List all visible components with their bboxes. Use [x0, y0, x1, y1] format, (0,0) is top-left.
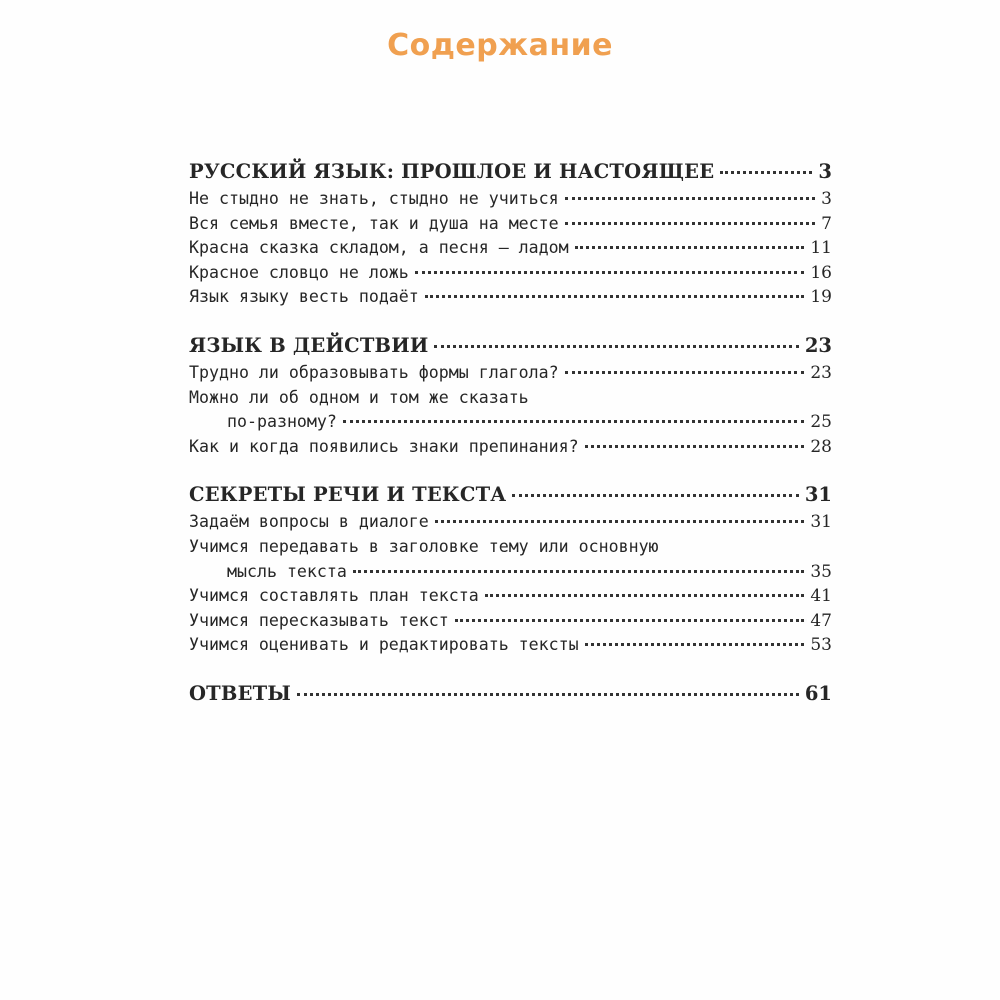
dot-leader [720, 171, 812, 174]
entry-page-number: 3 [821, 189, 832, 209]
section-page-number: 31 [804, 483, 832, 507]
entry-page-number: 47 [810, 610, 832, 631]
dot-leader [565, 371, 805, 374]
section-page-number: 3 [818, 160, 832, 183]
toc-section-2 [189, 334, 832, 461]
dot-leader [455, 619, 805, 622]
dot-leader [575, 246, 805, 249]
entry-text: Задаём вопросы в диалоге [189, 512, 429, 532]
toc-section-4 [189, 682, 832, 709]
toc-section-3 [189, 483, 832, 660]
toc-section-heading[interactable] [189, 483, 832, 510]
toc-entry-first-line[interactable] [189, 388, 832, 413]
entry-text: Учимся пересказывать текст [189, 610, 449, 630]
dot-leader [415, 271, 805, 274]
page-title: Содержание [387, 28, 613, 63]
table-of-contents [189, 160, 832, 731]
entry-text: Трудно ли образовывать формы глагола? [189, 362, 559, 382]
entry-page-number: 41 [810, 586, 832, 607]
toc-section-heading[interactable] [189, 160, 832, 187]
entry-text: Красна сказка складом, а песня – ладом [189, 238, 569, 258]
toc-entry-first-line[interactable] [189, 537, 832, 562]
entry-page-number: 31 [810, 512, 832, 533]
dot-leader [435, 520, 805, 523]
dot-leader [343, 420, 804, 423]
toc-entry[interactable] [189, 189, 832, 214]
entry-text: Красное словцо не ложь [189, 262, 409, 282]
entry-text-continued: мысль текста [227, 561, 347, 581]
toc-entry[interactable] [189, 263, 832, 288]
section-heading-text: СЕКРЕТЫ РЕЧИ И ТЕКСТА [189, 483, 507, 507]
toc-entry[interactable] [189, 437, 832, 462]
toc-entry[interactable] [189, 512, 832, 537]
entry-text: Можно ли об одном и том же сказать [189, 387, 529, 407]
entry-text: Учимся оценивать и редактировать тексты [189, 635, 579, 655]
entry-text: Вся семья вместе, так и душа на месте [189, 213, 559, 233]
dot-leader [434, 345, 798, 348]
entry-page-number: 28 [810, 436, 832, 457]
toc-entry[interactable] [189, 214, 832, 239]
entry-text: Учимся составлять план текста [189, 586, 479, 606]
dot-leader [565, 197, 816, 200]
dot-leader [512, 494, 798, 497]
entry-text: Не стыдно не знать, стыдно не учиться [189, 189, 559, 208]
entry-page-number: 25 [810, 412, 832, 433]
entry-page-number: 35 [810, 561, 832, 582]
toc-entry-continuation[interactable] [189, 562, 832, 587]
toc-section-heading[interactable] [189, 682, 832, 709]
dot-leader [485, 594, 805, 597]
dot-leader [353, 570, 804, 573]
toc-section-1 [189, 160, 832, 312]
section-heading-text: ОТВЕТЫ [189, 681, 291, 705]
entry-page-number: 16 [810, 262, 832, 283]
dot-leader [425, 295, 805, 298]
dot-leader [585, 445, 805, 448]
entry-text: Как и когда появились знаки препинания? [189, 436, 579, 456]
entry-page-number: 7 [821, 213, 832, 234]
toc-entry[interactable] [189, 586, 832, 611]
toc-section-heading[interactable] [189, 334, 832, 361]
entry-text: Язык языку весть подаёт [189, 287, 419, 307]
dot-leader [585, 643, 805, 646]
dot-leader [565, 222, 816, 225]
section-heading-text: ЯЗЫК В ДЕЙСТВИИ [189, 333, 429, 357]
toc-entry[interactable] [189, 611, 832, 636]
toc-entry[interactable] [189, 635, 832, 660]
entry-page-number: 19 [810, 287, 832, 308]
toc-entry[interactable] [189, 363, 832, 388]
section-page-number: 61 [804, 681, 832, 705]
toc-entry-continuation[interactable] [189, 412, 832, 437]
entry-text: Учимся передавать в заголовке тему или основную [189, 536, 659, 556]
toc-entry[interactable] [189, 238, 832, 263]
entry-page-number: 53 [810, 635, 832, 656]
entry-page-number: 11 [810, 238, 832, 259]
dot-leader [297, 693, 799, 696]
entry-text-continued: по-разному? [227, 412, 337, 432]
toc-entry[interactable] [189, 287, 832, 312]
section-page-number: 23 [804, 333, 832, 357]
section-heading-text: РУССКИЙ ЯЗЫК: ПРОШЛОЕ И НАСТОЯЩЕЕ [189, 160, 715, 183]
entry-page-number: 23 [810, 362, 832, 383]
